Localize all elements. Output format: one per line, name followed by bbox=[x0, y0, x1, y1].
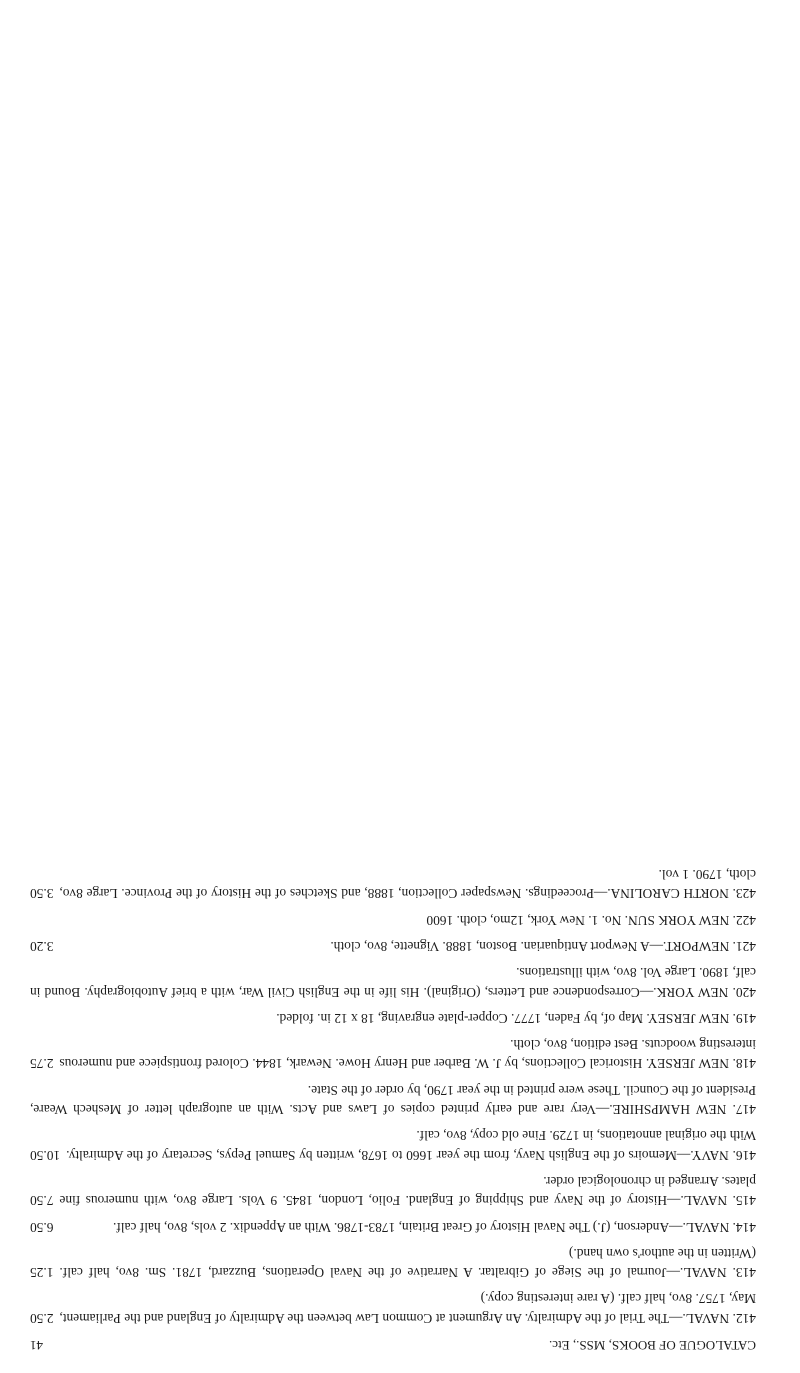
catalogue-entry bbox=[30, 1172, 756, 1211]
entry-price: 10.50 bbox=[30, 1147, 61, 1163]
catalogue-entry bbox=[30, 865, 756, 904]
catalogue-entry bbox=[30, 963, 756, 1002]
entry-text: 415. NAVAL.—History of the Navy and Shipping of England. Folio, London, 1845. 9 Vols. Large 8vo, with numerous fine plates. Arranged in chronological order. bbox=[59, 1173, 756, 1209]
page-number: 41 bbox=[30, 1338, 43, 1353]
entry-text: 414. NAVAL.—Anderson, (J.) The Naval History of Great Britain, 1783-1786. With an Appendix. 2 vols, 8vo, half calf. bbox=[113, 1219, 756, 1235]
entry-price: 3.20 bbox=[30, 938, 54, 954]
entry-price: 1.25 bbox=[30, 1265, 54, 1281]
entry-text: 418. NEW JERSEY. Historical Collections, by J. W. Barber and Henry Howe. Newark, 1844. Colored frontispiece and numerous interesting woodcuts. Best edition, 8vo, cloth. bbox=[59, 1037, 756, 1072]
catalogue-entry bbox=[30, 1035, 756, 1074]
catalogue-entries bbox=[30, 858, 756, 1328]
catalogue-entry bbox=[30, 1080, 756, 1119]
entry-price: 7.50 bbox=[30, 1193, 54, 1209]
entry-text: 412. NAVAL.—The Trial of the Admiralty. An Argument at Common Law between the Admiralty of England and the Parliament, May, 1757. 8vo, half calf. (A rare interesting copy.) bbox=[59, 1291, 756, 1326]
entry-text: 422. NEW YORK SUN. No. 1. New York, 12mo, cloth. 1600 bbox=[426, 912, 756, 928]
running-head-title: CATALOGUE OF BOOKS, MSS., Etc. bbox=[549, 1338, 756, 1353]
entry-text: 423. NORTH CAROLINA.—Proceedings. Newspaper Collection, 1888, and Sketches of the History of the Province. Large 8vo, cloth, 1790. 1 vol. bbox=[59, 867, 756, 902]
entry-price: 2.75 bbox=[30, 1056, 54, 1072]
entry-text: 420. NEW YORK.—Correspondence and Letters, (Original). His life in the English Civil War, with a brief Autobiography. Bound in calf, 1890. Large Vol. 8vo, with illustrations. bbox=[30, 965, 756, 1000]
catalogue-entry bbox=[30, 1244, 756, 1283]
entry-text: 421. NEWPORT.—A Newport Antiquarian. Boston, 1888. Vignette, 8vo, cloth. bbox=[330, 938, 756, 954]
entry-text: 416. NAVY.—Memoirs of the English Navy, from the year 1660 to 1678, written by Samuel Pepys, Secretary of the Admiralty. With the original annotations, in 1729. Fine old copy, 8vo, calf. bbox=[66, 1128, 756, 1163]
catalogue-entry bbox=[30, 1009, 756, 1028]
running-head bbox=[30, 1336, 756, 1355]
entry-price: 2.50 bbox=[30, 1310, 54, 1326]
entry-price: 6.50 bbox=[30, 1219, 54, 1235]
catalogue-entry bbox=[30, 1289, 756, 1328]
catalogue-entry bbox=[30, 1126, 756, 1165]
entry-price: 3.50 bbox=[30, 886, 54, 902]
catalogue-entry bbox=[30, 937, 756, 956]
catalogue-entry bbox=[30, 1217, 756, 1236]
entry-text: 413. NAVAL.—Journal of the Siege of Gibraltar. A Narrative of the Naval Operations, Buzzard, 1781. Sm. 8vo, half calf. (Written in the author's own hand.) bbox=[59, 1245, 756, 1281]
entry-text: 419. NEW JERSEY. Map of, by Faden, 1777. Copper-plate engraving, 18 x 12 in. folded. bbox=[276, 1010, 756, 1026]
entry-text: 417. NEW HAMPSHIRE.—Very rare and early printed copies of Laws and Acts. With an autograph letter of Meshech Weare, President of the Council. These were printed in the year 1790, by order of the State. bbox=[30, 1082, 756, 1118]
catalogue-entry bbox=[30, 910, 756, 929]
